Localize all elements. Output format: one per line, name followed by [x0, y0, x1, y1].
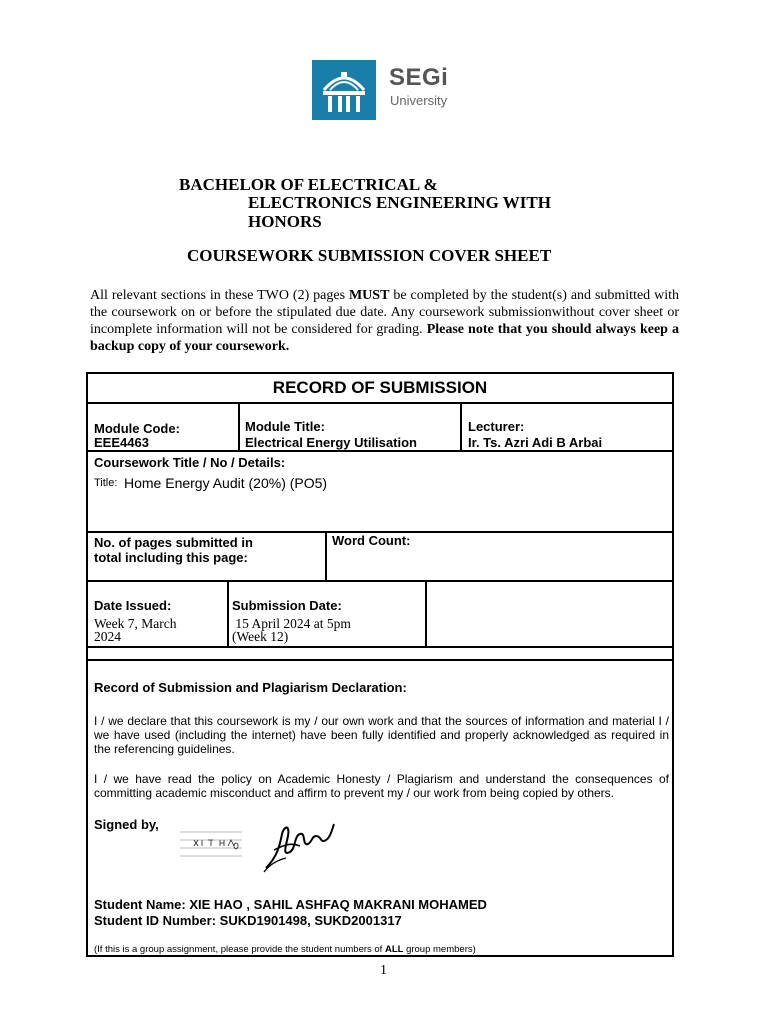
- lecturer-label: Lecturer:: [468, 419, 525, 434]
- title-prefix: Title:: [94, 477, 118, 489]
- module-code-value: EEE4463: [94, 435, 149, 450]
- module-title-label: Module Title:: [245, 419, 325, 434]
- coursework-details-label: Coursework Title / No / Details:: [94, 455, 286, 470]
- backup-note: Please note that you should always keep a backup copy of your coursework.: [90, 322, 679, 354]
- pages-submitted-label-1: No. of pages submitted in: [94, 535, 253, 550]
- signed-by-label: Signed by,: [94, 817, 159, 832]
- record-of-submission-table: [86, 372, 674, 957]
- group-footnote: (If this is a group assignment, please provide the student numbers of ALL group members): [94, 944, 476, 955]
- handwritten-signature: [260, 816, 350, 874]
- printed-name-signature: [180, 824, 244, 862]
- declaration-paragraph-2: I / we have read the policy on Academic Honesty / Plagiarism and understand the consequences of committing academic misconduct and affirm to prevent my / our work from being copied by others.: [94, 772, 669, 800]
- coursework-title: Home Energy Audit (20%) (PO5): [124, 475, 328, 491]
- submission-date-label: Submission Date:: [232, 598, 342, 613]
- degree-heading-line2: ELECTRONICS ENGINEERING WITH: [248, 193, 551, 212]
- instructions-paragraph: All relevant sections in these TWO (2) pages MUST be completed by the student(s) and submitted with the coursework on or before the stipulated due date. Any coursework submissionwithout cover sheet or incomplete information will not be considered for grading. Please note that you should always keep a backup copy of your coursework.: [90, 288, 679, 354]
- declaration-title: Record of Submission and Plagiarism Declaration:: [94, 680, 407, 695]
- lecturer-value: Ir. Ts. Azri Adi B Arbai: [468, 435, 603, 450]
- university-emblem-icon: [312, 60, 376, 120]
- must-emphasis: MUST: [348, 288, 390, 303]
- degree-heading-line1: BACHELOR OF ELECTRICAL &: [179, 175, 438, 194]
- student-id-number: Student ID Number: SUKD1901498, SUKD2001317: [94, 913, 402, 928]
- logo-brand: SEGi: [389, 64, 449, 91]
- degree-heading-line3: HONORS: [248, 212, 322, 231]
- submission-date-value-2: (Week 12): [232, 629, 289, 644]
- page-number: 1: [380, 963, 387, 978]
- module-code-label: Module Code:: [94, 421, 180, 436]
- module-title-value: Electrical Energy Utilisation: [245, 435, 417, 450]
- sheet-title: COURSEWORK SUBMISSION COVER SHEET: [187, 246, 552, 265]
- student-name: Student Name: XIE HAO , SAHIL ASHFAQ MAKRANI MOHAMED: [94, 897, 487, 912]
- date-issued-value-2: 2024: [94, 629, 121, 644]
- submission-date-value-1: 15 April 2024 at 5pm: [232, 616, 351, 631]
- pages-submitted-label-2: total including this page:: [94, 550, 248, 565]
- declaration-paragraph-1: I / we declare that this coursework is my / our own work and that the sources of information and material I / we have used (including the internet) have been fully identified and properly acknowledged as required in the referencing guidelines.: [94, 714, 669, 756]
- record-title: RECORD OF SUBMISSION: [272, 378, 488, 397]
- segi-logo: [312, 60, 462, 120]
- logo-subtitle: University: [390, 93, 448, 108]
- date-issued-value-1: Week 7, March: [94, 616, 177, 631]
- date-issued-label: Date Issued:: [94, 598, 172, 613]
- word-count-label: Word Count:: [332, 533, 411, 548]
